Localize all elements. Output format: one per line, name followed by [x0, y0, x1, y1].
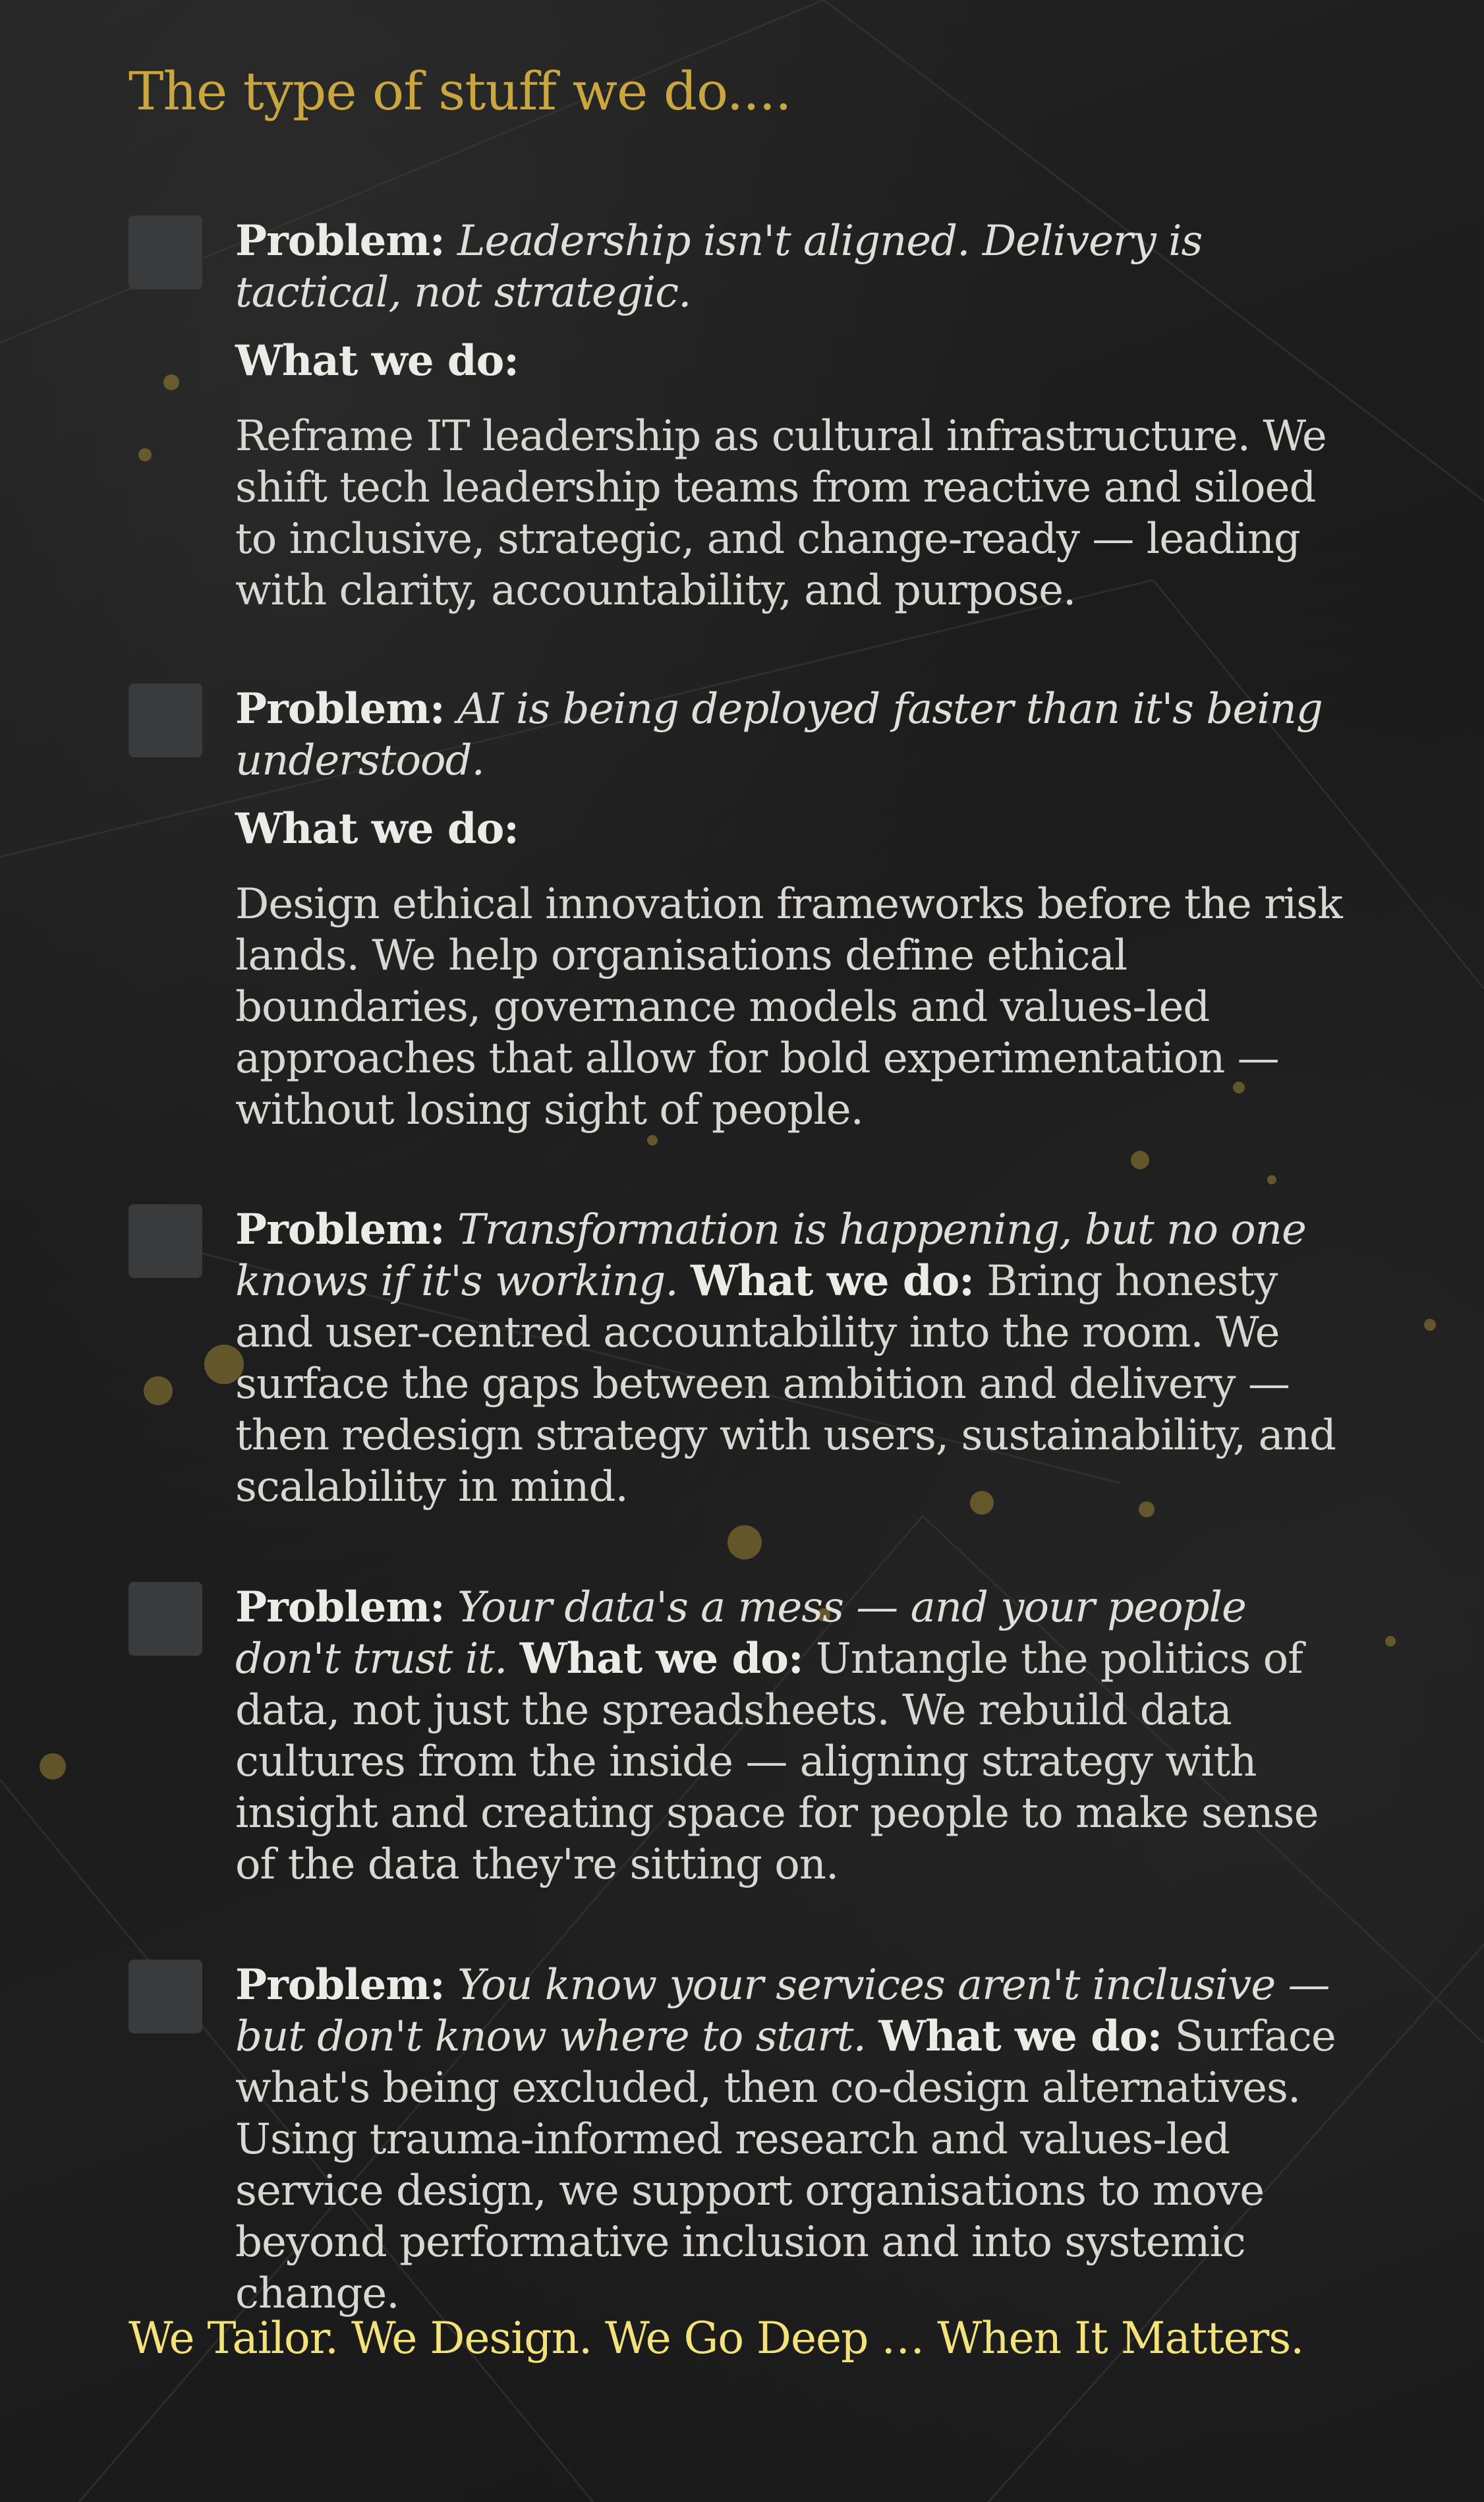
problem-statement [235, 684, 1356, 786]
problem-label: Problem: [235, 684, 445, 734]
what-we-do-label: What we do: [691, 1256, 974, 1306]
item-body [235, 684, 1356, 1136]
problem-text: You know your services aren't inclusive — but don't know where to start. [235, 1961, 1330, 2061]
what-we-do-label: What we do: [878, 2012, 1162, 2061]
problem-statement [235, 216, 1356, 318]
problem-label: Problem: [235, 1205, 445, 1254]
problem-statement [235, 1960, 1356, 2319]
checkbox[interactable] [128, 684, 202, 757]
checkbox[interactable] [128, 216, 202, 289]
item-body [235, 1582, 1356, 1890]
item-body [235, 1204, 1356, 1513]
solution-description: Design ethical innovation frameworks before the risk lands. We help organisations define ethical boundaries, governance models and values-led approaches that allow for bold experimentation — without losing sight of people. [235, 880, 1342, 1134]
solution-description: Bring honesty and user-centred accountability into the room. We surface the gaps between ambition and delivery — then redesign strategy with users, sustainability, and scalability in mind. [235, 1257, 1336, 1511]
page-heading: The type of stuff we do.... [128, 61, 791, 122]
what-we-do-label: What we do: [235, 804, 519, 854]
checkbox[interactable] [128, 1204, 202, 1278]
solution-description: Untangle the politics of data, not just the spreadsheets. We rebuild data cultures from the inside — aligning strategy with insight and creating space for people to make sense of the data they're sitting on. [235, 1635, 1319, 1889]
solution-description: Surface what's being excluded, then co-design alternatives. Using trauma-informed research and values-led service design, we support organisations to move beyond performative inclusion and into systemic change. [235, 2012, 1336, 2318]
problem-text: Leadership isn't aligned. Delivery is tactical, not strategic. [235, 217, 1203, 317]
what-we-do-label: What we do: [519, 1634, 803, 1683]
problem-statement [235, 1582, 1356, 1890]
checkbox[interactable] [128, 1960, 202, 2033]
problem-label: Problem: [235, 1583, 445, 1632]
problem-label: Problem: [235, 216, 445, 266]
item-body [235, 1960, 1356, 2319]
problem-text: Your data's a mess — and your people don't trust it. [235, 1583, 1246, 1683]
problem-text: Transformation is happening, but no one knows if it's working. [235, 1206, 1306, 1306]
solution-description: Reframe IT leadership as cultural infrastructure. We shift tech leadership teams from reactive and siloed to inclusive, strategic, and change-ready — leading with clarity, accountability, and purpose. [235, 412, 1327, 615]
item-body [235, 216, 1356, 616]
what-we-do-label: What we do: [235, 336, 519, 386]
checkbox[interactable] [128, 1582, 202, 1656]
problem-label: Problem: [235, 1960, 445, 2010]
problem-text: AI is being deployed faster than it's being understood. [235, 685, 1323, 785]
problem-statement [235, 1204, 1356, 1513]
tagline: We Tailor. We Design. We Go Deep … When It Matters. [128, 2313, 1304, 2364]
